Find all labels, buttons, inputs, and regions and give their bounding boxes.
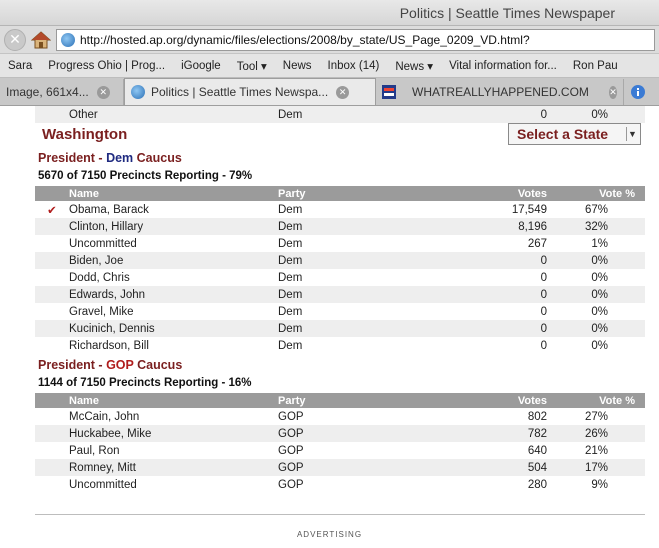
globe-icon: [61, 33, 75, 47]
candidate-party: Dem: [278, 320, 430, 337]
candidate-votes: 640: [527, 444, 547, 457]
candidate-party: Dem: [278, 305, 303, 318]
candidate-party: Dem: [278, 286, 430, 303]
winner-check-icon: [35, 252, 69, 269]
candidate-name: Gravel, Mike: [69, 305, 134, 318]
table-row: [35, 459, 645, 476]
candidate-pct: 0%: [547, 106, 645, 123]
race-title-prefix: President -: [38, 358, 107, 372]
state-select[interactable]: [508, 123, 641, 145]
candidate-votes: 267: [527, 237, 547, 250]
site-favicon-icon: [382, 85, 396, 99]
bookmark-item[interactable]: Ron Pau: [572, 59, 618, 72]
candidate-party: GOP: [278, 478, 304, 491]
winner-check-icon: [35, 269, 69, 286]
candidate-party: Dem: [278, 203, 303, 216]
bookmark-item[interactable]: News: [282, 59, 312, 72]
race-title-prefix: President -: [38, 151, 107, 165]
divider: [35, 514, 645, 515]
candidate-party: GOP: [278, 410, 304, 423]
winner-check-icon: [35, 218, 69, 235]
candidate-pct: 9%: [591, 478, 608, 491]
info-icon: [630, 84, 646, 100]
candidate-pct: 67%: [584, 203, 608, 216]
table-row: [35, 476, 645, 493]
table-header: [35, 186, 645, 201]
candidate-pct: 27%: [584, 410, 608, 423]
header-name: Name: [69, 186, 278, 201]
previous-results-table: [35, 106, 645, 123]
tab-politics[interactable]: [124, 78, 376, 105]
candidate-votes: 0: [540, 339, 547, 352]
nav-toolbar: [0, 26, 659, 54]
candidate-pct: 0%: [547, 320, 645, 337]
close-icon[interactable]: ✕: [609, 86, 617, 97]
winner-check-icon: ✔: [47, 204, 57, 217]
candidate-name: Other: [69, 106, 278, 123]
candidate-pct: 0%: [591, 271, 608, 284]
table-row: [35, 303, 645, 320]
candidate-votes: 802: [527, 410, 547, 423]
candidate-party: Dem: [278, 271, 303, 284]
candidate-votes: 0: [430, 106, 547, 123]
tab-label: WHATREALLYHAPPENED.COM: [412, 85, 589, 99]
tab-strip: [0, 78, 659, 106]
header-name: Name: [69, 393, 278, 408]
header-party: Party: [278, 186, 430, 201]
race-party: GOP: [106, 358, 134, 372]
race-title-suffix: Caucus: [133, 358, 183, 372]
table-row: [35, 408, 645, 425]
table-row: [35, 218, 645, 235]
candidate-party: GOP: [278, 459, 430, 476]
winner-check-icon: [35, 235, 69, 252]
candidate-name: Kucinich, Dennis: [69, 320, 278, 337]
gop-race-title: [38, 358, 182, 372]
candidate-name: Biden, Joe: [69, 252, 278, 269]
candidate-name: Paul, Ron: [69, 444, 120, 457]
tab-label: Image, 661x4...: [6, 85, 89, 99]
winner-check-icon: [35, 303, 69, 320]
candidate-name: Obama, Barack: [69, 203, 149, 216]
tab-info[interactable]: [624, 79, 659, 105]
tab-whatreallyhappened[interactable]: [376, 79, 624, 105]
bookmark-item[interactable]: Tool ▾: [236, 60, 267, 73]
table-row: [35, 106, 645, 123]
bookmarks-bar: [0, 54, 659, 78]
candidate-votes: 0: [430, 286, 547, 303]
url-text: http://hosted.ap.org/dynamic/files/elections/2008/by_state/US_Page_0209_VD.html?: [80, 32, 530, 47]
candidate-pct: 17%: [547, 459, 645, 476]
candidate-party: Dem: [278, 218, 430, 235]
candidate-name: Uncommitted: [69, 478, 137, 491]
table-row: [35, 269, 645, 286]
winner-check-icon: [35, 320, 69, 337]
bookmark-item[interactable]: iGoogle: [181, 59, 221, 72]
candidate-name: Huckabee, Mike: [69, 425, 278, 442]
candidate-votes: 17,549: [511, 203, 547, 216]
window-titlebar: [0, 0, 659, 26]
candidate-pct: 21%: [584, 444, 608, 457]
window-title: Politics | Seattle Times Newspaper: [399, 5, 615, 21]
bookmark-item[interactable]: Vital information for...: [449, 59, 557, 72]
candidate-name: McCain, John: [69, 410, 140, 423]
header-pct: Vote %: [547, 393, 645, 408]
dem-race-title: [38, 151, 182, 165]
header-votes: Votes: [430, 186, 547, 201]
table-row: [35, 320, 645, 337]
candidate-votes: 0: [430, 252, 547, 269]
candidate-name: Richardson, Bill: [69, 339, 149, 352]
candidate-pct: 32%: [547, 218, 645, 235]
table-header: [35, 393, 645, 408]
stop-icon[interactable]: ✕: [4, 29, 26, 51]
dem-results-table: [35, 186, 645, 354]
candidate-party: Dem: [278, 106, 430, 123]
winner-check-icon: [35, 476, 69, 493]
candidate-votes: 504: [430, 459, 547, 476]
winner-check-icon: [35, 408, 69, 425]
table-row: [35, 442, 645, 459]
tab-label: Politics | Seattle Times Newspa...: [151, 85, 329, 99]
bookmark-item[interactable]: Sara: [8, 59, 33, 72]
state-select-label: Select a State: [517, 126, 609, 142]
candidate-name: Dodd, Chris: [69, 271, 130, 284]
candidate-party: Dem: [278, 237, 303, 250]
candidate-name: Uncommitted: [69, 237, 137, 250]
bookmark-item[interactable]: Inbox (14): [327, 59, 380, 72]
table-row: [35, 252, 645, 269]
winner-check-icon: [35, 286, 69, 303]
gop-results-table: [35, 393, 645, 493]
candidate-pct: 0%: [547, 252, 645, 269]
header-party: Party: [278, 393, 430, 408]
candidate-votes: 0: [430, 320, 547, 337]
candidate-votes: 0: [540, 305, 547, 318]
candidate-name: Edwards, John: [69, 286, 278, 303]
candidate-pct: 26%: [547, 425, 645, 442]
race-party: Dem: [106, 151, 134, 165]
dem-precincts: 5670 of 7150 Precincts Reporting - 79%: [38, 170, 253, 182]
tab-image[interactable]: [0, 79, 124, 105]
state-title: Washington: [42, 126, 128, 143]
advertising-label: ADVERTISING: [296, 530, 363, 539]
close-icon[interactable]: ✕: [97, 86, 110, 99]
url-bar[interactable]: [56, 29, 655, 51]
candidate-pct: 0%: [591, 339, 608, 352]
gop-precincts: 1144 of 7150 Precincts Reporting - 16%: [38, 377, 252, 389]
table-row: [35, 235, 645, 252]
page-content: [0, 106, 659, 548]
candidate-party: Dem: [278, 252, 430, 269]
header-pct: Vote %: [547, 186, 645, 201]
table-row: [35, 201, 645, 218]
candidate-votes: 782: [430, 425, 547, 442]
header-votes: Votes: [430, 393, 547, 408]
race-title-suffix: Caucus: [133, 151, 182, 165]
globe-icon: [131, 85, 145, 99]
candidate-name: Romney, Mitt: [69, 459, 278, 476]
candidate-pct: 0%: [547, 286, 645, 303]
candidate-party: Dem: [278, 339, 303, 352]
table-row: [35, 425, 645, 442]
winner-check-icon: [35, 442, 69, 459]
winner-check-icon: [35, 425, 69, 442]
winner-check-icon: [35, 337, 69, 354]
candidate-votes: 0: [540, 271, 547, 284]
candidate-pct: 0%: [591, 305, 608, 318]
winner-check-icon: [35, 459, 69, 476]
candidate-name: Clinton, Hillary: [69, 218, 278, 235]
candidate-party: GOP: [278, 444, 304, 457]
candidate-pct: 1%: [591, 237, 608, 250]
candidate-votes: 8,196: [430, 218, 547, 235]
close-icon[interactable]: ✕: [336, 86, 349, 99]
candidate-party: GOP: [278, 425, 430, 442]
table-row: [35, 286, 645, 303]
candidate-votes: 280: [527, 478, 547, 491]
bookmark-item[interactable]: Progress Ohio | Prog...: [48, 59, 166, 72]
chevron-down-icon: ▼: [626, 127, 638, 141]
table-row: [35, 337, 645, 354]
home-icon[interactable]: [30, 29, 52, 51]
bookmark-item[interactable]: News ▾: [395, 60, 434, 73]
